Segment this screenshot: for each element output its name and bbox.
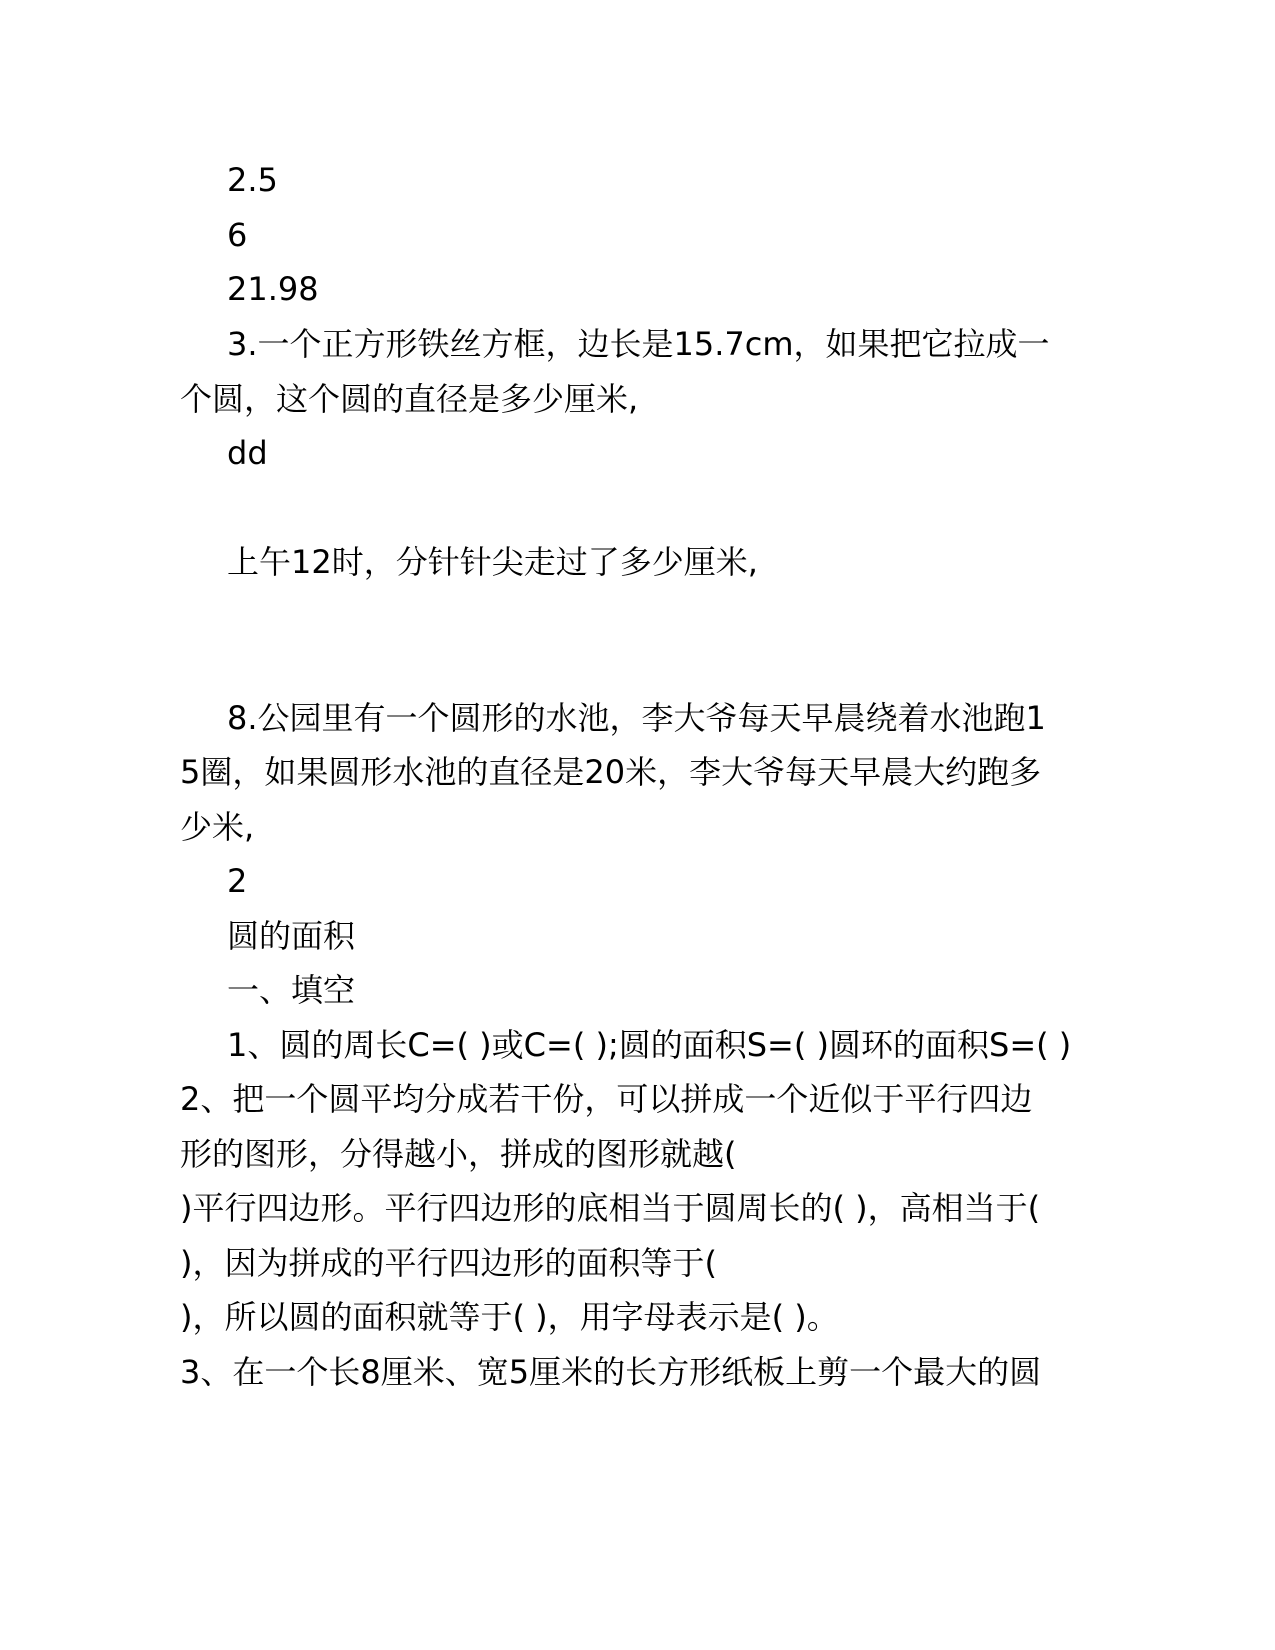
text-line: )，因为拼成的平行四边形的面积等于( xyxy=(180,1244,717,1282)
text-line: 3.一个正方形铁丝方框，边长是15.7cm，如果把它拉成一 xyxy=(227,325,1050,363)
text-line: 1、圆的周长C=( )或C=( );圆的面积S=( )圆环的面积S=( ) xyxy=(227,1026,1072,1064)
text-line: 3、在一个长8厘米、宽5厘米的长方形纸板上剪一个最大的圆 xyxy=(180,1353,1042,1391)
text-line: )，所以圆的面积就等于( )，用字母表示是( )。 xyxy=(180,1298,839,1336)
text-line: 个圆，这个圆的直径是多少厘米, xyxy=(180,380,639,418)
text-line: 2、把一个圆平均分成若干份，可以拼成一个近似于平行四边 xyxy=(180,1080,1033,1118)
text-line: 5圈，如果圆形水池的直径是20米，李大爷每天早晨大约跑多 xyxy=(180,753,1042,791)
text-line: 一、填空 xyxy=(227,971,356,1009)
text-line: 上午12时，分针针尖走过了多少厘米, xyxy=(227,543,758,581)
text-line: 6 xyxy=(227,216,248,254)
text-line: 2 xyxy=(227,862,248,900)
text-line: 2.5 xyxy=(227,161,278,199)
text-line: 8.公园里有一个圆形的水池，李大爷每天早晨绕着水池跑1 xyxy=(227,699,1046,737)
text-line: dd xyxy=(227,434,268,472)
text-line: 少米, xyxy=(180,808,255,846)
text-line: )平行四边形。平行四边形的底相当于圆周长的( )，高相当于( xyxy=(180,1189,1041,1227)
text-line: 圆的面积 xyxy=(227,917,356,955)
text-line: 形的图形，分得越小，拼成的图形就越( xyxy=(180,1135,737,1173)
text-line: 21.98 xyxy=(227,270,319,308)
